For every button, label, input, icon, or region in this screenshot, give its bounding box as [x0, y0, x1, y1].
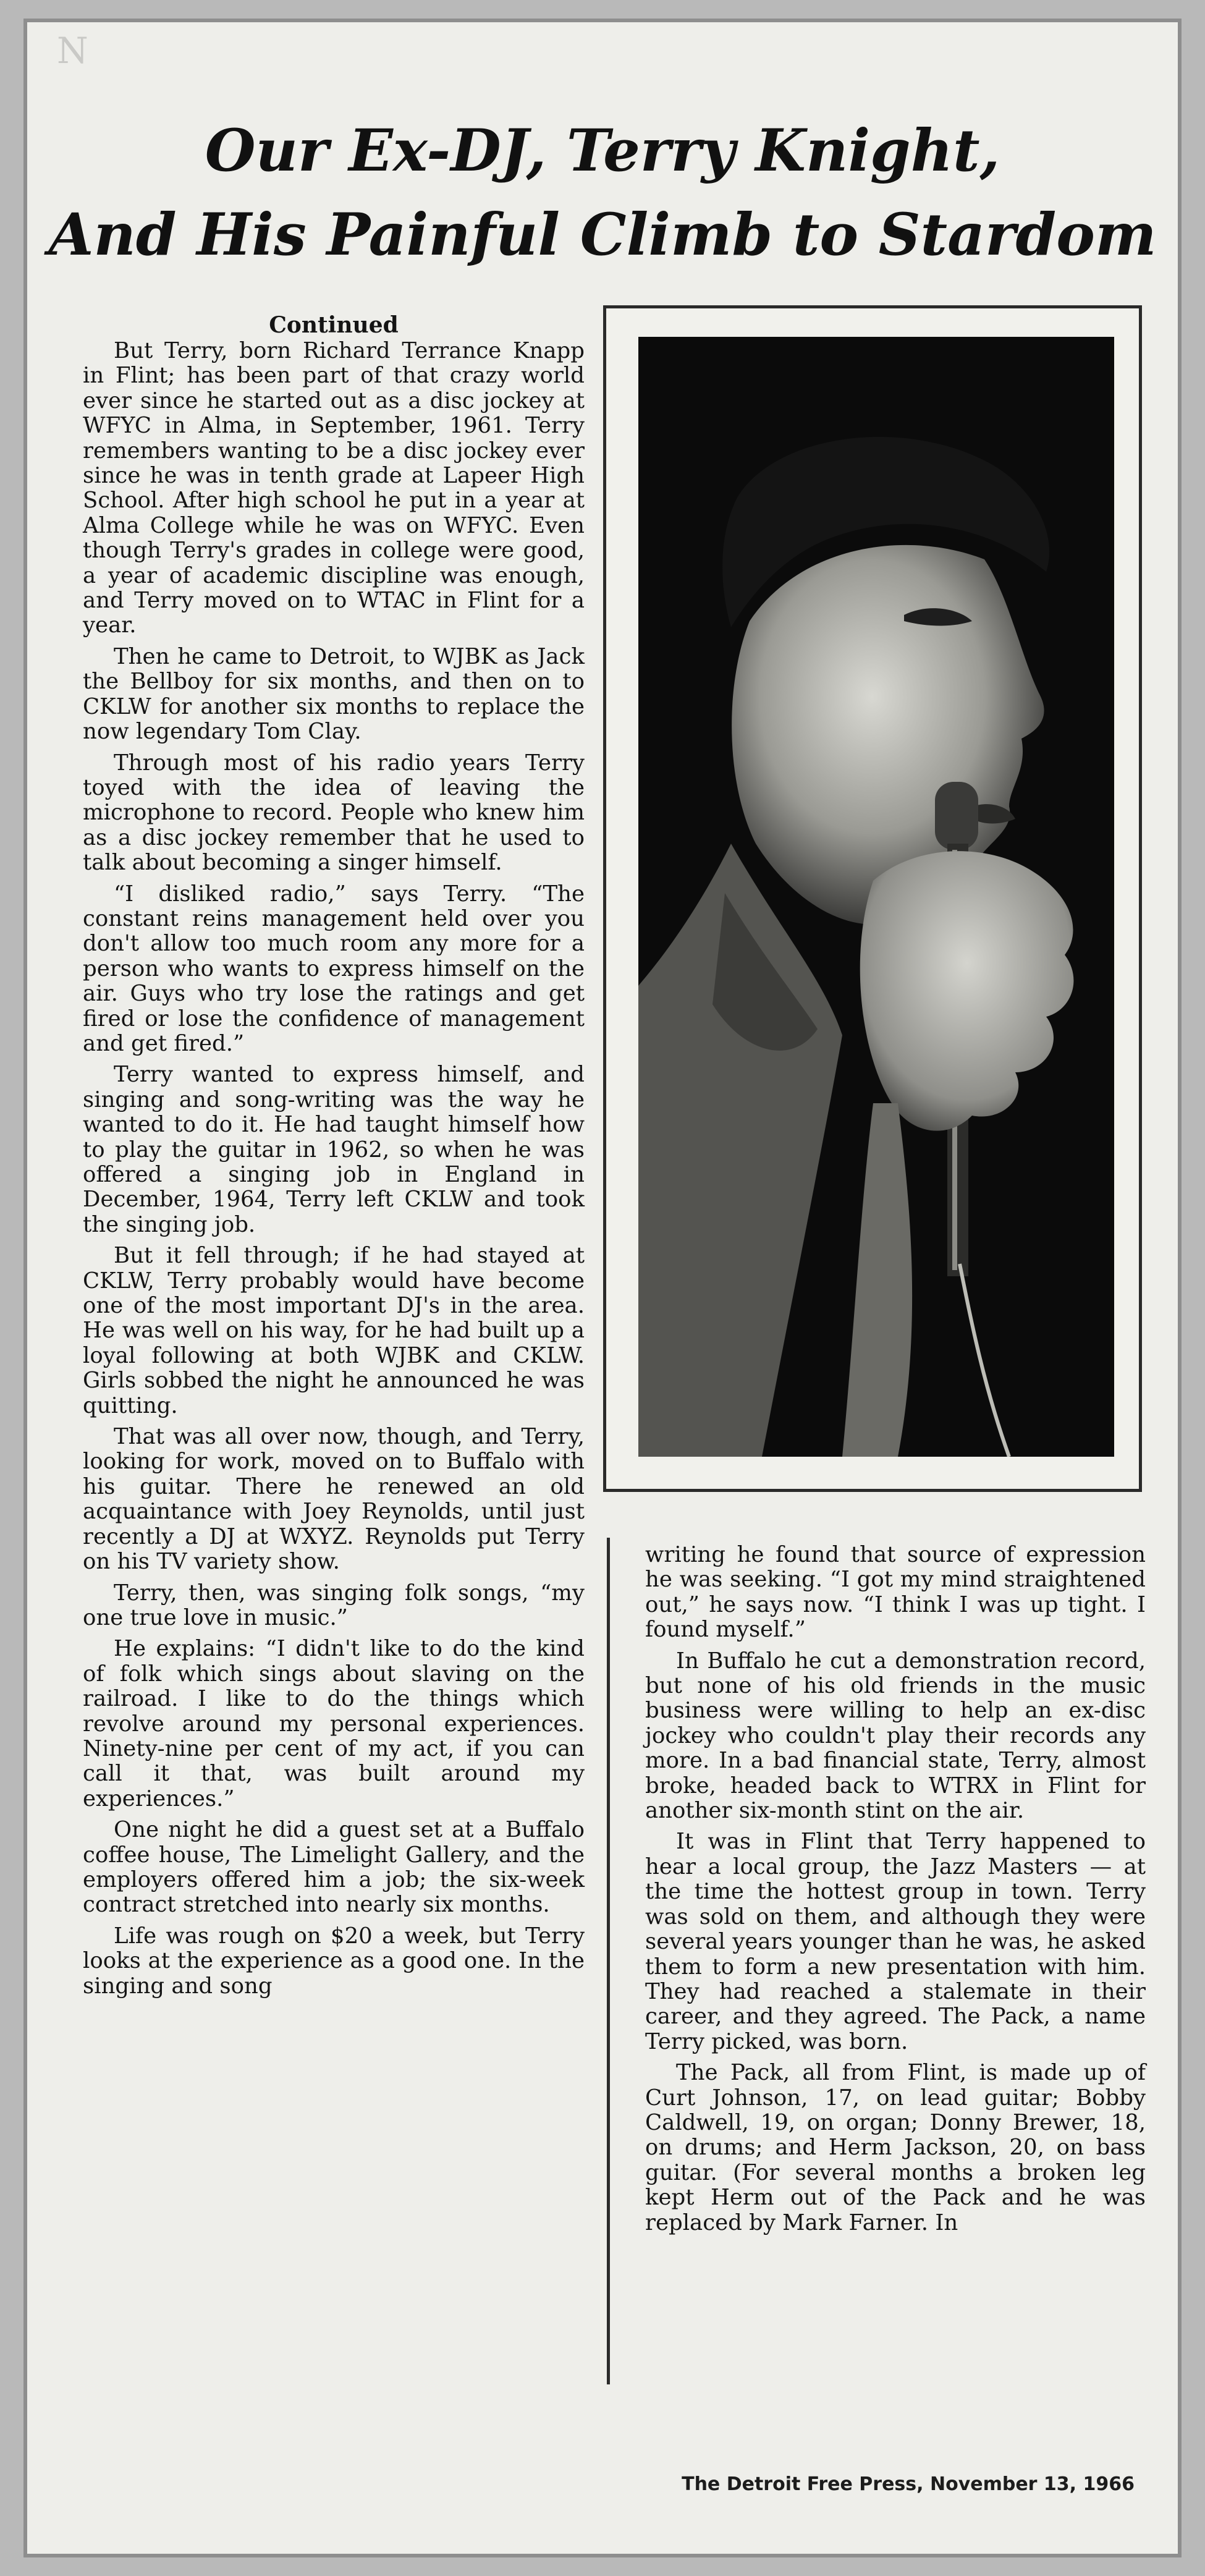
paragraph: Terry, then, was singing folk songs, “my one true love in music.” — [83, 1580, 585, 1630]
paragraph: He explains: “I didn't like to do the kind of folk which sings about slaving on the railroad. I like to do the things which revolve around my personal experiences. Ninety-nine per cent of my act, if you can call it that, was built around my experiences.” — [83, 1636, 585, 1811]
paragraph: That was all over now, though, and Terry, looking for work, moved on to Buffalo with his guitar. There he renewed an old acquaintance with Joey Reynolds, until just recently a DJ at WXYZ. Reynolds put Terry on his TV variety show. — [83, 1424, 585, 1575]
column-divider — [607, 1538, 610, 2384]
newspaper-clipping — [23, 19, 1182, 2557]
continued-label: Continued — [269, 312, 399, 338]
paragraph: It was in Flint that Terry happened to hear a local group, the Jazz Masters — at the time the hottest group in town. Terry was sold on them, and although they were several years younger than he was, he asked them to form a new presentation with him. They had reached a stalemate in their career, and they agreed. The Pack, a name Terry picked, was born. — [645, 1829, 1146, 2054]
photo-singer-with-microphone — [638, 337, 1114, 1457]
paragraph: The Pack, all from Flint, is made up of Curt Johnson, 17, on lead guitar; Bobby Caldwell, 19, on organ; Donny Brewer, 18, on drums; and Herm Jackson, 20, on bass guitar. (For several months a broken leg kept Herm out of the Pack and he was replaced by Mark Farner. In — [645, 2060, 1146, 2235]
paragraph: Terry wanted to express himself, and singing and song-writing was the way he wanted to do it. He had taught himself how to play the guitar in 1962, so when he was offered a singing job in England in December, 1964, Terry left CKLW and took the singing job. — [83, 1062, 585, 1237]
singer-photo-illustration — [638, 337, 1114, 1457]
article-column-right — [645, 1543, 1146, 2242]
paragraph: writing he found that source of expression he was seeking. “I got my mind straightened out,” he says now. “I think I was up tight. I found myself.” — [645, 1542, 1146, 1643]
source-credit: The Detroit Free Press, November 13, 1966 — [682, 2473, 1135, 2495]
paragraph: “I disliked radio,” says Terry. “The constant reins management held over you don't allow too much room any more for a person who wants to express himself on the air. Guys who try lose the ratings and get fired or lose the confidence of management and get fired.” — [83, 881, 585, 1056]
corner-mark: N — [57, 30, 88, 72]
paragraph: But Terry, born Richard Terrance Knapp in Flint; has been part of that crazy world ever since he started out as a disc jockey at WFYC in Alma, in September, 1961. Terry remembers wanting to be a disc jockey ever since he was in tenth grade at Lapeer High School. After high school he put in a year at Alma College while he was on WFYC. Even though Terry's grades in college were good, a year of academic discipline was enough, and Terry moved on to WTAC in Flint for a year. — [83, 338, 585, 638]
paragraph: In Buffalo he cut a demonstration record, but none of his old friends in the music business were willing to help an ex-disc jockey who couldn't play their records any more. In a bad financial state, Terry, almost broke, headed back to WTRX in Flint for another six-month stint on the air. — [645, 1648, 1146, 1824]
paragraph: Life was rough on $20 a week, but Terry looks at the experience as a good one. In the singing and song — [83, 1923, 585, 1999]
paragraph: Then he came to Detroit, to WJBK as Jack the Bellboy for six months, and then on to CKLW for another six months to replace the now legendary Tom Clay. — [83, 643, 585, 745]
article-column-left — [83, 313, 585, 2005]
paragraph: But it fell through; if he had stayed at CKLW, Terry probably would have become one of the most important DJ's in the area. He was well on his way, for he had built up a loyal following at both WJBK and CKLW. Girls sobbed the night he announced he was quitting. — [83, 1243, 585, 1418]
headline-line-2: And His Painful Climb to Stardom — [48, 201, 1157, 269]
headline — [27, 109, 1178, 277]
photo-frame — [603, 305, 1142, 1492]
paragraph: One night he did a guest set at a Buffalo coffee house, The Limelight Gallery, and the employers offered him a job; the six-week contract stretched into nearly six months. — [83, 1817, 585, 1918]
paragraph: Through most of his radio years Terry toyed with the idea of leaving the microphone to record. People who knew him as a disc jockey remember that he used to talk about becoming a singer himself. — [83, 750, 585, 876]
headline-line-1: Our Ex-DJ, Terry Knight, — [205, 117, 1000, 185]
